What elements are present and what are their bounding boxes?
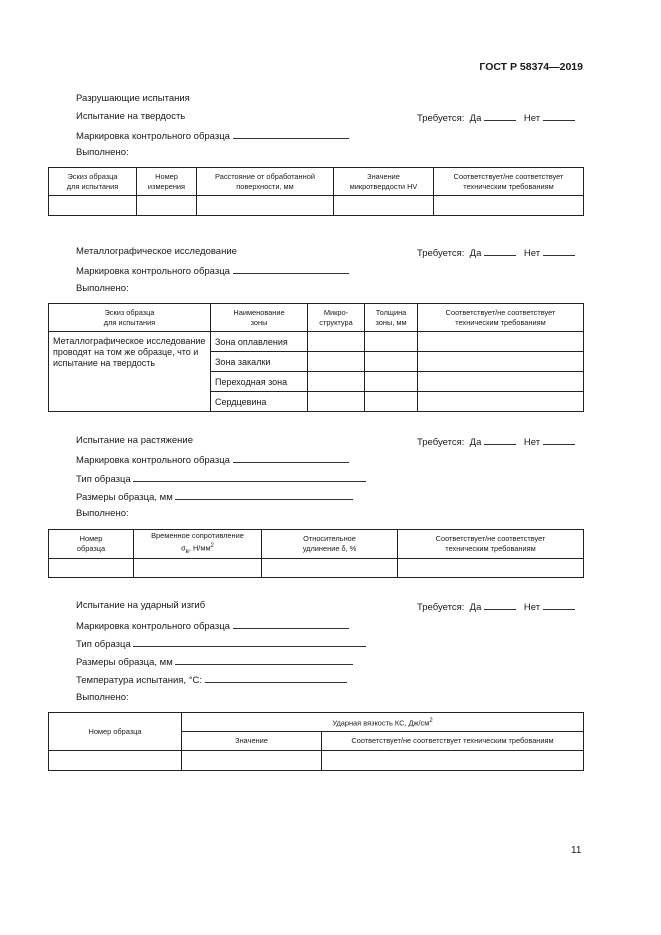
col-conform: Соответствует/не соответствует техническим требованиям bbox=[434, 168, 584, 196]
done-label-1: Выполнено: bbox=[76, 147, 129, 158]
table-cell[interactable] bbox=[365, 392, 418, 412]
type-row-3: Тип образца bbox=[76, 472, 366, 485]
marking-row-2: Маркировка контрольного образца bbox=[76, 264, 349, 277]
tension-table bbox=[48, 529, 584, 578]
yes-blank[interactable] bbox=[484, 600, 516, 610]
table-cell[interactable] bbox=[137, 196, 197, 216]
col-sample-no: Номер образца bbox=[49, 530, 134, 559]
table-cell[interactable] bbox=[365, 352, 418, 372]
col-conform: Соответствует/не соответствует техническим требованиям bbox=[398, 530, 584, 559]
table-cell[interactable] bbox=[418, 332, 584, 352]
col-meas-no: Номер измерения bbox=[137, 168, 197, 196]
col-sample-no: Номер образца bbox=[49, 713, 182, 751]
size-row-3: Размеры образца, мм bbox=[76, 490, 353, 503]
table-cell[interactable] bbox=[308, 372, 365, 392]
impact-title: Испытание на ударный изгиб bbox=[76, 600, 206, 611]
table-cell[interactable] bbox=[398, 559, 584, 578]
table-cell[interactable] bbox=[418, 352, 584, 372]
marking-row-3: Маркировка контрольного образца bbox=[76, 453, 349, 466]
col-impact-toughness: Ударная вязкость КС, $Дж/см^2$ bbox=[182, 713, 584, 732]
table-cell[interactable] bbox=[418, 392, 584, 412]
size-blank[interactable] bbox=[175, 490, 353, 500]
done-label-4: Выполнено: bbox=[76, 692, 129, 703]
impact-table bbox=[48, 712, 584, 771]
hardness-title: Испытание на твердость bbox=[76, 111, 186, 122]
done-label-2: Выполнено: bbox=[76, 283, 129, 294]
type-row-4: Тип образца bbox=[76, 637, 366, 650]
yes-blank[interactable] bbox=[484, 111, 516, 121]
no-blank[interactable] bbox=[543, 600, 575, 610]
temp-row-4: Температура испытания, °С: bbox=[76, 673, 347, 686]
impact-required: Требуется: Да Нет bbox=[417, 600, 575, 613]
metallography-table bbox=[48, 303, 584, 412]
col-distance: Расстояние от обработанной поверхности, мм bbox=[197, 168, 334, 196]
table-cell[interactable] bbox=[418, 372, 584, 392]
col-conform: Соответствует/не соответствует техническим требованиям bbox=[418, 304, 584, 332]
metallography-title: Металлографическое исследование bbox=[76, 246, 237, 257]
table-cell[interactable] bbox=[262, 559, 398, 578]
page-number: 11 bbox=[571, 845, 582, 856]
yes-blank[interactable] bbox=[484, 435, 516, 445]
yes-blank[interactable] bbox=[484, 246, 516, 256]
col-elongation: Относительное удлинение δ, % bbox=[262, 530, 398, 559]
zone-name: Зона оплавления bbox=[211, 332, 308, 352]
col-zone-name: Наименование зоны bbox=[211, 304, 308, 332]
col-microstructure: Микро- структура bbox=[308, 304, 365, 332]
size-blank[interactable] bbox=[175, 655, 353, 665]
hardness-table bbox=[48, 167, 584, 216]
type-blank[interactable] bbox=[133, 637, 366, 647]
table-cell[interactable] bbox=[365, 372, 418, 392]
col-zone-thickness: Толщина зоны, мм bbox=[365, 304, 418, 332]
marking-row-1: Маркировка контрольного образца bbox=[76, 129, 349, 142]
done-label-3: Выполнено: bbox=[76, 508, 129, 519]
hardness-required: Требуется: Да Нет bbox=[417, 111, 575, 124]
col-sketch: Эскиз образца для испытания bbox=[49, 304, 211, 332]
table-cell[interactable] bbox=[308, 332, 365, 352]
table-cell[interactable] bbox=[334, 196, 434, 216]
no-blank[interactable] bbox=[543, 435, 575, 445]
table-cell[interactable] bbox=[182, 751, 322, 771]
document-id: ГОСТ Р 58374—2019 bbox=[479, 61, 583, 73]
zone-name: Переходная зона bbox=[211, 372, 308, 392]
table-cell[interactable] bbox=[365, 332, 418, 352]
col-sketch: Эскиз образца для испытания bbox=[49, 168, 137, 196]
table-cell[interactable] bbox=[308, 352, 365, 372]
zone-name: Зона закалки bbox=[211, 352, 308, 372]
col-conform: Соответствует/не соответствует техническим требованиям bbox=[322, 732, 584, 751]
table-cell[interactable] bbox=[49, 751, 182, 771]
table-cell[interactable] bbox=[49, 559, 134, 578]
temp-blank[interactable] bbox=[205, 673, 347, 683]
table-cell[interactable] bbox=[134, 559, 262, 578]
sketch-note: Металлографическое исследование проводят на том же образце, что и испытание на твердость bbox=[49, 332, 211, 412]
section-title-destructive: Разрушающие испытания bbox=[76, 93, 190, 104]
no-blank[interactable] bbox=[543, 246, 575, 256]
tension-required: Требуется: Да Нет bbox=[417, 435, 575, 448]
table-cell[interactable] bbox=[308, 392, 365, 412]
tension-title: Испытание на растяжение bbox=[76, 435, 194, 446]
size-row-4: Размеры образца, мм bbox=[76, 655, 353, 668]
table-cell[interactable] bbox=[197, 196, 334, 216]
marking-blank[interactable] bbox=[233, 619, 349, 629]
table-cell[interactable] bbox=[322, 751, 584, 771]
table-cell[interactable] bbox=[434, 196, 584, 216]
no-blank[interactable] bbox=[543, 111, 575, 121]
col-value: Значение bbox=[182, 732, 322, 751]
zone-name: Сердцевина bbox=[211, 392, 308, 412]
col-tensile-strength: Временное сопротивление $\sigma_в$, $Н/мм^2$ bbox=[134, 530, 262, 559]
marking-blank[interactable] bbox=[233, 453, 349, 463]
type-blank[interactable] bbox=[133, 472, 366, 482]
col-microhardness: Значение микротвердости HV bbox=[334, 168, 434, 196]
table-cell[interactable] bbox=[49, 196, 137, 216]
marking-blank[interactable] bbox=[233, 129, 349, 139]
marking-blank[interactable] bbox=[233, 264, 349, 274]
marking-row-4: Маркировка контрольного образца bbox=[76, 619, 349, 632]
metallography-required: Требуется: Да Нет bbox=[417, 246, 575, 259]
